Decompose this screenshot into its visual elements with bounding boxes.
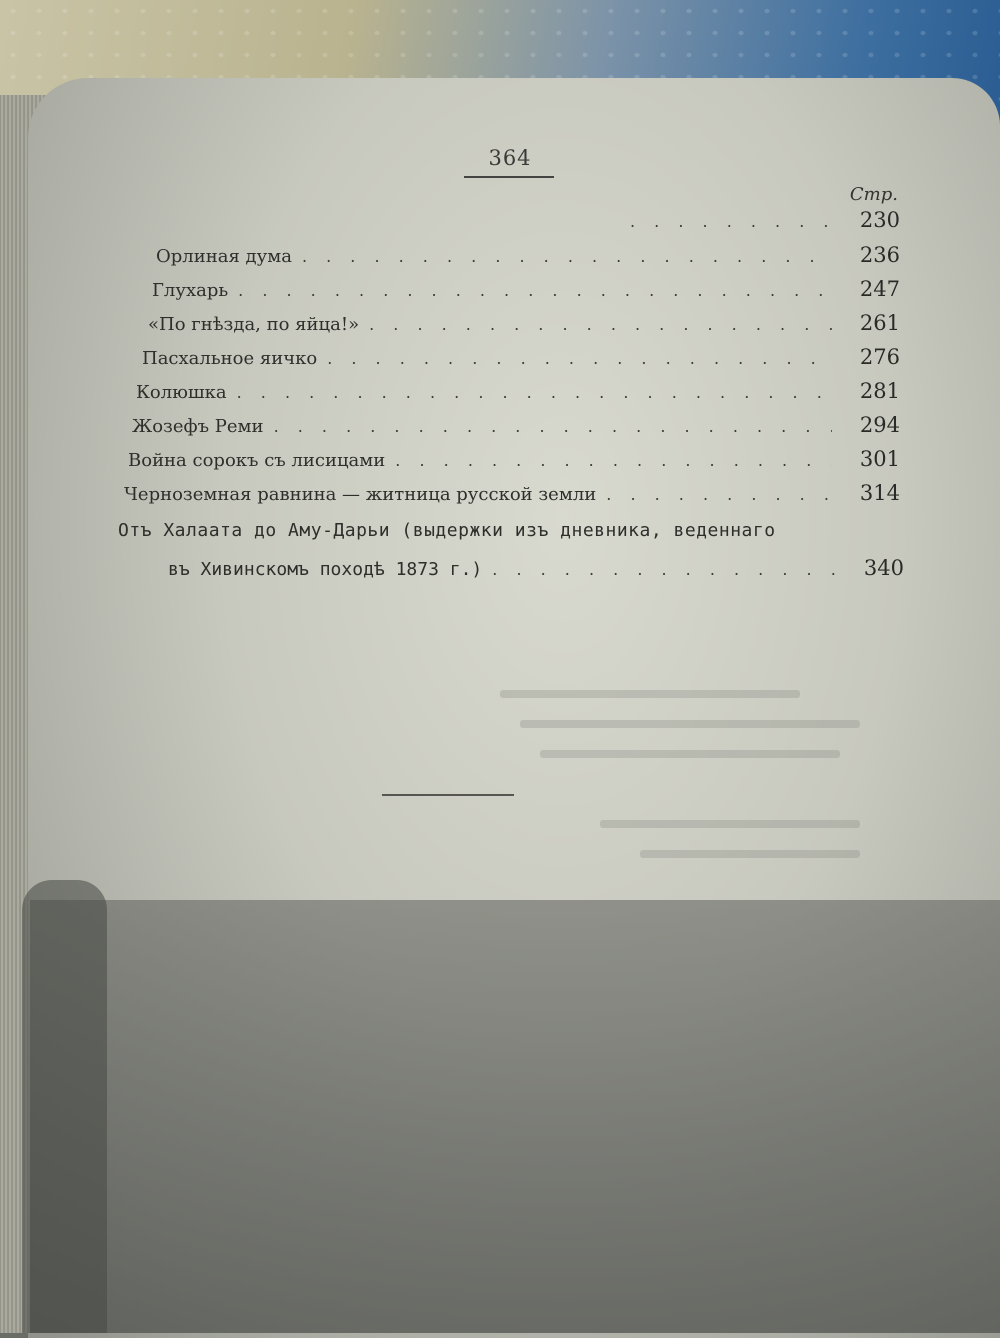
toc-title: Орлиная дума bbox=[156, 246, 292, 267]
toc-page: 261 bbox=[859, 311, 900, 335]
page-shadow-stripe bbox=[22, 880, 107, 1333]
toc-page: 236 bbox=[859, 243, 900, 267]
toc-leader-dots bbox=[492, 560, 836, 579]
toc-page: 301 bbox=[859, 447, 900, 471]
toc-title: Пасхальное яичко bbox=[142, 348, 318, 369]
toc-leader-dots bbox=[630, 212, 832, 231]
toc-page: 294 bbox=[859, 413, 900, 437]
toc-page: 276 bbox=[859, 345, 900, 369]
bleed-through-line bbox=[520, 720, 860, 728]
toc-leader-dots bbox=[327, 349, 832, 368]
bleed-through-line bbox=[640, 850, 860, 858]
toc-title: Колюшка bbox=[136, 382, 227, 403]
page-shadow bbox=[30, 900, 1000, 1333]
toc-title: Жозефъ Реми bbox=[132, 416, 264, 437]
bleed-through-line bbox=[540, 750, 840, 758]
toc-page: 247 bbox=[859, 277, 900, 301]
toc-leader-dots bbox=[395, 451, 832, 470]
toc-leader-dots bbox=[237, 383, 832, 402]
toc-leader-dots bbox=[302, 247, 832, 266]
toc-row bbox=[156, 243, 900, 273]
toc-row bbox=[124, 481, 900, 511]
page-column-header: Стр. bbox=[849, 184, 898, 205]
end-rule bbox=[382, 794, 514, 796]
toc-page: 314 bbox=[859, 481, 900, 505]
toc-page: 340 bbox=[863, 556, 904, 580]
toc-title: Глухарь bbox=[152, 280, 229, 301]
toc-title: Черноземная равнина — житница русской земли bbox=[124, 484, 597, 505]
toc-page: 230 bbox=[859, 208, 900, 232]
toc-page: 281 bbox=[859, 379, 900, 403]
toc-row bbox=[142, 345, 900, 375]
toc-row bbox=[136, 379, 900, 409]
toc-last-entry-row bbox=[168, 556, 904, 586]
page-number: 364 bbox=[488, 146, 532, 170]
page-number-rule bbox=[464, 176, 554, 178]
toc-title: «По гнѣзда, по яйца!» bbox=[148, 314, 360, 335]
toc-leader-dots bbox=[606, 485, 832, 504]
toc-last-entry-line1: Отъ Халаата до Аму-Дарьи (выдержки изъ дневника, веденнаго bbox=[118, 520, 776, 541]
toc-row bbox=[148, 311, 900, 341]
toc-title: Война сорокъ съ лисицами bbox=[128, 450, 386, 471]
toc-row bbox=[128, 447, 900, 477]
toc-leader-dots bbox=[274, 417, 832, 436]
toc-row bbox=[620, 208, 900, 238]
bleed-through-line bbox=[600, 820, 860, 828]
toc-row bbox=[152, 277, 900, 307]
toc-last-entry-line2: въ Хивинскомъ походѣ 1873 г.) bbox=[168, 559, 483, 580]
bleed-through-line bbox=[500, 690, 800, 698]
toc-row bbox=[132, 413, 900, 443]
toc-leader-dots bbox=[369, 315, 832, 334]
toc-leader-dots bbox=[238, 281, 832, 300]
